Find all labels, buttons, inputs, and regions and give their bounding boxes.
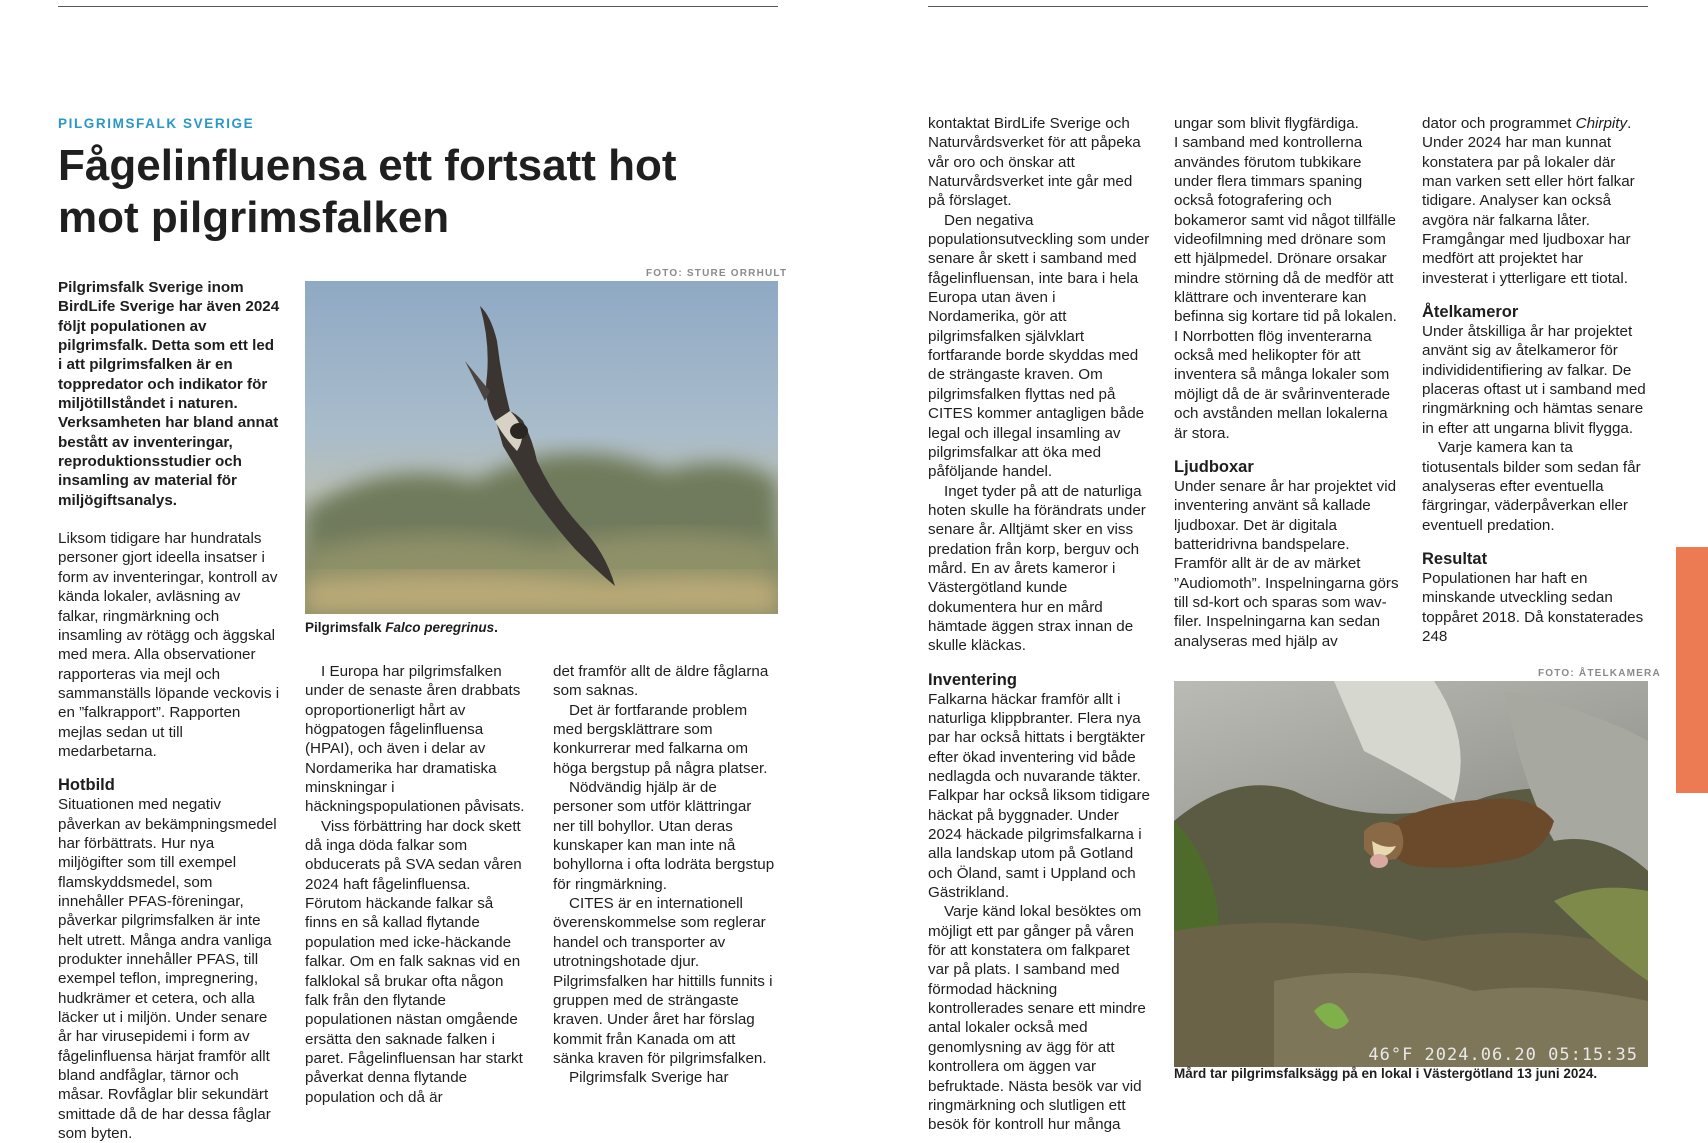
subheading-ljudboxar: Ljudboxar [1174, 457, 1254, 476]
subheading-hotbild: Hotbild [58, 776, 115, 795]
column-3 [553, 662, 777, 1088]
photo-credit-falcon: FOTO: STURE ORRHULT [646, 268, 788, 279]
paragraph: Pilgrimsfalk Sverige har [569, 1069, 729, 1087]
column-6 [1422, 114, 1648, 646]
paragraph: ungar som blivit flygfärdiga. [1174, 115, 1359, 132]
paragraph: Under åtskilliga år har projektet använt sig av åtelkameror för individidentifiering av falkar. De placeras oftast ut i samband med ringmärkning och hämtas senare in efter att ungarna blivit flygga. [1422, 323, 1646, 437]
paragraph: I Europa har pilgrimsfalken under de senaste åren drabbats oproportionerligt hårt av högpatogen fågelinfluensa (HPAI), och även i delar av Nordamerika har dramatiska minskningar i häckningspopulationen påvisats. [305, 663, 525, 816]
text-run: . Under 2024 har man kunnat konstatera par på lokaler där man varken sett eller hört falkar tidigare. Analyser kan också avgöra när falkarna låter. Framgångar med ljudboxar har medfört att projektet har investerat i ytterligare ett tiotal. [1422, 115, 1635, 287]
caption-text: Pilgrimsfalk [305, 620, 386, 635]
paragraph: Det är fortfarande problem med bergsklättrare som konkurrerar med falkarna om höga bergstup på några platser. [553, 701, 768, 777]
paragraph: I samband med kontrollerna användes förutom tubkikare under flera timmars spaning också fotografering och bokameror samt vid något tillfälle videofilmning med drönare som ett hjälpmedel. Drönare orsakar mindre störning då de medför att klättrare och inventerare kan befinna sig kortare tid på lokalen. I Norrbotten flög inventerarna också med helikopter för att inventera så många lokaler som möjligt då de är svårinventerade och avstånden mellan lokalerna är stora. [1174, 134, 1397, 442]
text-run: dator och programmet [1422, 115, 1576, 132]
paragraph [1422, 114, 1648, 288]
photo-credit-trailcam: FOTO: ÅTELKAMERA [1538, 668, 1661, 679]
section-kicker: PILGRIMSFALK SVERIGE [58, 116, 255, 131]
top-rule-right [928, 6, 1648, 7]
subheading-inventering: Inventering [928, 670, 1017, 689]
subheading-resultat: Resultat [1422, 549, 1488, 568]
camera-timestamp: 46°F 2024.06.20 05:15:35 [1368, 1045, 1638, 1065]
column-1 [58, 278, 282, 1143]
column-4 [928, 114, 1150, 1135]
paragraph: Liksom tidigare har hundratals personer gjort ideella insatser i form av inventeringar, kontroll av kända lokaler, avläsning av falkar, ringmärkning och insamling av rötägg och äggskal med mera. Alla observationer rapporteras via mejl och sammanställs löpande veckovis i en ”falkrapport”. Rapporten mejlas sedan ut till medarbetarna. [58, 530, 280, 760]
paragraph: kontaktat BirdLife Sverige och Naturvårdsverket för att påpeka vår oro och önskar att Naturvårdsverket inte går med på förslaget. [928, 115, 1141, 210]
paragraph: Situationen med negativ påverkan av bekämpningsmedel har förbättrats. Hur nya miljögifter som till exempel flamskyddsmedel, som innehåller PFAS-föreningar, påverkar pilgrimsfalken är inte helt utrett. Många andra vanliga produkter innehåller PFAS, till exempel teflon, impregnering, hudkrämer et cetera, och alla läcker ut i miljön. Under senare år har virusepidemi i form av fågelinfluensa härjat framför allt bland andfåglar, tärnor och måsar. Rovfåglar blir sekundärt smittade då de har dessa fåglar som byten. [58, 796, 277, 1143]
paragraph: Falkarna häckar framför allt i naturliga klippbranter. Flera nya par har också hittats i bergtäkter efter ökad inventering vid både nedlagda och nuvarande täkter. Falkpar har också liksom tidigare häckat på byggnader. Under 2024 häckade pilgrimsfalkarna i alla landskap utom på Gotland och Öland, samt i Uppland och Gästrikland. [928, 690, 1150, 902]
paragraph: Under senare år har projektet vid inventering använt så kallade ljudboxar. Det är digitala batteridrivna bandspelare. Framför allt är de av märket ”Audiomoth”. Inspelningarna görs till sd-kort och sparas som wav-filer. Inspelningarna kan sedan analyseras med hjälp av [1174, 477, 1399, 650]
article-headline: Fågelinfluensa ett fortsatt hot mot pilgrimsfalken [58, 141, 677, 242]
falcon-caption [305, 620, 498, 635]
section-tab-marker [1676, 547, 1708, 793]
program-name: Chirpity [1575, 115, 1628, 132]
trailcam-photo [1174, 681, 1648, 1067]
paragraph: Varje känd lokal besöktes om möjligt ett par gånger på våren för att konstatera om falkparet var på plats. I samband med förmodad häckning kontrollerades senare ett mindre antal lokaler också med genomlysning av ägg för att kontrollera om äggen var befruktade. Nästa besök var vid ringmärkning och slutligen ett besök för kontroll hur många [928, 903, 1146, 1134]
subheading-atelkameror: Åtelkameror [1422, 303, 1519, 322]
top-rule-left [58, 6, 778, 7]
paragraph: Inget tyder på att de naturliga hoten skulle ha förändrats under senare år. Alltjämt sker en viss predation från korp, berguv och mård. En av årets kameror i Västergötland kunde dokumentera hur en mård hämtade äggen strax innan de skulle kläckas. [928, 482, 1146, 655]
paragraph: Viss förbättring har dock skett då inga döda falkar som obducerats på SVA sedan våren 2024 haft fågelinfluensa. Förutom häckande falkar så finns en så kallad flytande population med icke-häckande falkar. Om en falk saknas vid en falklokal så brukar ofta någon falk från den flytande populationen nästan omgående ersätta den saknade falken i paret. Fågelinfluensan har starkt påverkat denna flytande population och då är [305, 817, 523, 1106]
paragraph: Populationen har haft en minskande utveckling sedan toppåret 2018. Då konstaterades 248 [1422, 569, 1644, 645]
column-2 [305, 662, 527, 1107]
paragraph: Varje kamera kan ta tiotusentals bilder som sedan får analyseras efter eventuella färgringar, väderpåverkan eller eventuell predation. [1422, 439, 1641, 534]
lead-paragraph: Pilgrimsfalk Sverige inom BirdLife Sverige har även 2024 följt populationen av pilgrimsfalk. Detta som ett led i att pilgrimsfalken är en toppredator och indikator för miljötillståndet i naturen. Verksamheten har bland annat bestått av inventeringar, reproduktionsstudier och insamling av material för miljögiftsanalys. [58, 279, 280, 509]
trailcam-caption: Mård tar pilgrimsfalksägg på en lokal i Västergötland 13 juni 2024. [1174, 1066, 1598, 1081]
caption-end: . [494, 620, 498, 635]
paragraph: det framför allt de äldre fåglarna som saknas. [553, 663, 769, 700]
paragraph: Nödvändig hjälp är de personer som utför klättringar ner till bohyllor. Utan deras kunskaper kan man inte nå bohyllorna i ofta lodräta bergstup för ringmärkning. [553, 779, 775, 893]
column-5 [1174, 114, 1400, 651]
paragraph: Den negativa populationsutveckling som under senare år skett i samband med fågelinfluensan, inte bara i hela Europa utan även i Nordamerika, gör att pilgrimsfalken självklart fortfarande borde skyddas med de strängaste kraven. Om pilgrimsfalken flyttas ned på CITES kommer antagligen både legal och illegal insamling av pilgrimsfalkar att öka med påföljande handel. [928, 211, 1150, 481]
paragraph: CITES är en internationell överenskommelse som reglerar handel och transporter av utrotningshotade djur. Pilgrimsfalken har hittills funnits i gruppen med de strängaste kraven. Under året har förslag kommit från Kanada om att sänka kraven för pilgrimsfalken. [553, 895, 773, 1067]
falcon-photo [305, 281, 778, 614]
caption-species: Falco peregrinus [385, 620, 495, 635]
